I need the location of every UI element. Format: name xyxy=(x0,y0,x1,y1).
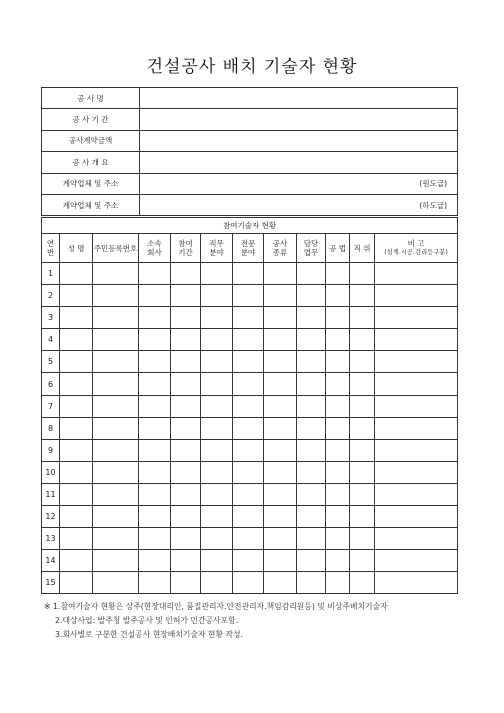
table-cell[interactable] xyxy=(93,351,139,373)
table-cell[interactable] xyxy=(233,263,264,285)
table-cell[interactable] xyxy=(233,572,264,594)
table-cell[interactable] xyxy=(93,461,139,483)
project-info-table xyxy=(41,87,458,216)
row-number: 13 xyxy=(42,528,60,550)
table-row xyxy=(42,483,458,505)
table-cell[interactable] xyxy=(264,483,297,505)
notes xyxy=(44,600,484,642)
table-cell[interactable] xyxy=(375,263,458,285)
table-cell[interactable] xyxy=(297,417,326,439)
table-cell[interactable] xyxy=(233,373,264,395)
table-cell[interactable] xyxy=(264,285,297,307)
project-row xyxy=(42,130,458,151)
table-cell[interactable] xyxy=(60,285,93,307)
table-cell[interactable] xyxy=(139,307,171,329)
table-cell[interactable] xyxy=(297,550,326,572)
table-cell[interactable] xyxy=(60,461,93,483)
table-cell[interactable] xyxy=(60,373,93,395)
table-cell[interactable] xyxy=(171,351,201,373)
table-cell[interactable] xyxy=(201,307,233,329)
column-header-line2: 회사 xyxy=(147,248,162,257)
column-header-line2: 분야 xyxy=(209,248,224,257)
column-header xyxy=(326,234,350,263)
table-cell[interactable] xyxy=(264,373,297,395)
project-row-value[interactable] xyxy=(140,130,458,151)
table-cell[interactable] xyxy=(350,572,375,594)
column-header-line1: 전문 xyxy=(240,239,256,248)
table-cell[interactable] xyxy=(201,263,233,285)
table-row xyxy=(42,439,458,461)
table-cell[interactable] xyxy=(264,263,297,285)
project-row xyxy=(42,173,458,194)
column-header xyxy=(375,234,458,263)
column-header-line2: 분야 xyxy=(240,248,256,257)
table-cell[interactable] xyxy=(350,307,375,329)
column-header xyxy=(171,234,201,263)
table-cell[interactable] xyxy=(375,373,458,395)
table-cell[interactable] xyxy=(93,483,139,505)
project-row-value[interactable] xyxy=(140,152,458,173)
table-cell[interactable] xyxy=(375,461,458,483)
table-cell[interactable] xyxy=(171,439,201,461)
table-cell[interactable] xyxy=(326,439,350,461)
column-header-line2: 번 xyxy=(46,248,55,257)
table-cell[interactable] xyxy=(171,395,201,417)
table-cell[interactable] xyxy=(375,483,458,505)
table-cell[interactable] xyxy=(201,439,233,461)
table-cell[interactable] xyxy=(375,528,458,550)
note-2: 2.대상사업: 발주청 발주공사 및 인허가 민간공사포함. xyxy=(55,616,239,625)
table-cell[interactable] xyxy=(264,461,297,483)
row-number: 3 xyxy=(42,307,60,329)
table-cell[interactable] xyxy=(297,572,326,594)
row-number: 6 xyxy=(42,373,60,395)
column-header-line2: 업무 xyxy=(303,248,319,257)
table-cell[interactable] xyxy=(326,263,350,285)
table-cell[interactable] xyxy=(139,461,171,483)
table-cell[interactable] xyxy=(297,307,326,329)
table-cell[interactable] xyxy=(350,483,375,505)
column-header-line1: 공 법 xyxy=(329,243,346,253)
column-header-line2: 기간 xyxy=(178,248,193,257)
table-cell[interactable] xyxy=(93,307,139,329)
table-cell[interactable] xyxy=(93,572,139,594)
table-cell[interactable] xyxy=(171,483,201,505)
table-cell[interactable] xyxy=(326,373,350,395)
table-cell[interactable] xyxy=(233,417,264,439)
table-cell[interactable] xyxy=(297,395,326,417)
column-header xyxy=(93,234,139,263)
column-header xyxy=(233,234,264,263)
row-number: 9 xyxy=(42,439,60,461)
row-number: 12 xyxy=(42,506,60,528)
column-header-line1: 성 명 xyxy=(67,243,85,253)
table-row xyxy=(42,417,458,439)
table-cell[interactable] xyxy=(233,439,264,461)
table-cell[interactable] xyxy=(201,528,233,550)
table-cell[interactable] xyxy=(375,572,458,594)
table-cell[interactable] xyxy=(233,329,264,351)
column-header-line1: 참여 xyxy=(178,239,193,248)
table-cell[interactable] xyxy=(297,263,326,285)
table-cell[interactable] xyxy=(297,439,326,461)
table-cell[interactable] xyxy=(201,550,233,572)
table-cell[interactable] xyxy=(93,263,139,285)
row-number: 11 xyxy=(42,483,60,505)
table-cell[interactable] xyxy=(171,572,201,594)
table-cell[interactable] xyxy=(264,351,297,373)
row-number: 1 xyxy=(42,263,60,285)
table-cell[interactable] xyxy=(350,329,375,351)
table-cell[interactable] xyxy=(326,351,350,373)
table-cell[interactable] xyxy=(93,506,139,528)
table-cell[interactable] xyxy=(264,439,297,461)
table-cell[interactable] xyxy=(350,351,375,373)
table-cell[interactable] xyxy=(233,285,264,307)
table-cell[interactable] xyxy=(264,417,297,439)
column-header-line1: 비 고 xyxy=(407,239,425,248)
table-cell[interactable] xyxy=(375,307,458,329)
note-1: ※ 1.참여기술자 현황은 상주(현장대리인, 품질관리자.안전관리자.책임감리원등) 및 비상주배치기술자 xyxy=(44,602,388,611)
project-row-label: 공 사 개 요 xyxy=(42,152,140,173)
table-cell[interactable] xyxy=(201,506,233,528)
column-header-line1: 공사 xyxy=(272,239,288,248)
table-cell[interactable] xyxy=(60,351,93,373)
table-cell[interactable] xyxy=(93,528,139,550)
table-row xyxy=(42,461,458,483)
table-cell[interactable] xyxy=(326,285,350,307)
project-row xyxy=(42,88,458,109)
project-row-value[interactable] xyxy=(140,88,458,109)
table-cell[interactable] xyxy=(60,307,93,329)
table-cell[interactable] xyxy=(60,263,93,285)
table-cell[interactable] xyxy=(171,461,201,483)
row-number: 5 xyxy=(42,351,60,373)
table-cell[interactable] xyxy=(326,417,350,439)
table-row xyxy=(42,373,458,395)
project-row-value[interactable]: (원도급) xyxy=(140,173,458,194)
table-cell[interactable] xyxy=(375,351,458,373)
column-header-line1: 직 위 xyxy=(353,243,371,253)
row-number: 2 xyxy=(42,285,60,307)
table-cell[interactable] xyxy=(350,373,375,395)
table-cell[interactable] xyxy=(60,395,93,417)
table-cell[interactable] xyxy=(60,528,93,550)
table-cell[interactable] xyxy=(264,395,297,417)
table-cell[interactable] xyxy=(201,395,233,417)
table-cell[interactable] xyxy=(264,550,297,572)
column-header-line1: 직무 xyxy=(209,239,224,248)
column-header-line1: 소속 xyxy=(147,239,162,248)
table-cell[interactable] xyxy=(297,483,326,505)
table-cell[interactable] xyxy=(201,285,233,307)
table-cell[interactable] xyxy=(139,395,171,417)
table-cell[interactable] xyxy=(201,483,233,505)
table-cell[interactable] xyxy=(201,572,233,594)
table-cell[interactable] xyxy=(297,285,326,307)
table-cell[interactable] xyxy=(139,351,171,373)
table-cell[interactable] xyxy=(297,373,326,395)
table-row xyxy=(42,307,458,329)
table-cell[interactable] xyxy=(139,550,171,572)
column-header xyxy=(201,234,233,263)
project-row xyxy=(42,152,458,173)
table-cell[interactable] xyxy=(326,506,350,528)
table-cell[interactable] xyxy=(171,528,201,550)
table-row xyxy=(42,528,458,550)
column-header xyxy=(139,234,171,263)
table-row xyxy=(42,285,458,307)
table-row xyxy=(42,351,458,373)
technician-table-title: 참여기술자 현황 xyxy=(42,218,458,234)
table-cell[interactable] xyxy=(60,506,93,528)
table-cell[interactable] xyxy=(139,506,171,528)
table-cell[interactable] xyxy=(233,351,264,373)
column-header-line2: (설계.시공.감리등구분) xyxy=(384,249,448,256)
table-cell[interactable] xyxy=(139,483,171,505)
table-cell[interactable] xyxy=(139,417,171,439)
table-cell[interactable] xyxy=(60,439,93,461)
table-cell[interactable] xyxy=(60,417,93,439)
table-cell[interactable] xyxy=(326,528,350,550)
table-cell[interactable] xyxy=(60,572,93,594)
table-cell[interactable] xyxy=(326,483,350,505)
table-cell[interactable] xyxy=(201,351,233,373)
table-row xyxy=(42,572,458,594)
table-row xyxy=(42,550,458,572)
column-header xyxy=(42,234,60,263)
table-cell[interactable] xyxy=(350,506,375,528)
project-row-label: 공 사 명 xyxy=(42,88,140,109)
table-cell[interactable] xyxy=(201,417,233,439)
table-cell[interactable] xyxy=(326,550,350,572)
row-number: 8 xyxy=(42,417,60,439)
table-cell[interactable] xyxy=(93,550,139,572)
table-cell[interactable] xyxy=(93,285,139,307)
table-cell[interactable] xyxy=(93,373,139,395)
table-cell[interactable] xyxy=(350,395,375,417)
table-row xyxy=(42,506,458,528)
table-cell[interactable] xyxy=(350,550,375,572)
column-header xyxy=(297,234,326,263)
table-cell[interactable] xyxy=(350,439,375,461)
table-cell[interactable] xyxy=(375,417,458,439)
column-header-line1: 연 xyxy=(46,239,55,248)
table-cell[interactable] xyxy=(60,329,93,351)
table-cell[interactable] xyxy=(171,307,201,329)
table-cell[interactable] xyxy=(233,528,264,550)
project-row-label: 계약업체 및 주소 xyxy=(42,194,140,215)
table-cell[interactable] xyxy=(139,528,171,550)
table-cell[interactable] xyxy=(201,373,233,395)
table-cell[interactable] xyxy=(264,528,297,550)
project-row-value[interactable]: (하도급) xyxy=(140,194,458,215)
project-row-label: 공사계약금액 xyxy=(42,130,140,151)
table-cell[interactable] xyxy=(375,550,458,572)
column-header-line2: 종류 xyxy=(272,248,288,257)
table-cell[interactable] xyxy=(139,285,171,307)
table-cell[interactable] xyxy=(171,417,201,439)
table-row xyxy=(42,395,458,417)
table-cell[interactable] xyxy=(264,506,297,528)
table-cell[interactable] xyxy=(350,417,375,439)
row-number: 14 xyxy=(42,550,60,572)
table-cell[interactable] xyxy=(60,550,93,572)
table-cell[interactable] xyxy=(375,329,458,351)
table-cell[interactable] xyxy=(297,351,326,373)
project-row-label: 공 사 기 간 xyxy=(42,109,140,130)
note-3: 3.회사별로 구분한 건설공사 현장배치기술자 현황 작성. xyxy=(55,630,244,639)
project-row-value[interactable] xyxy=(140,109,458,130)
table-cell[interactable] xyxy=(350,285,375,307)
table-cell[interactable] xyxy=(139,373,171,395)
column-header-line1: 담당 xyxy=(303,239,319,248)
table-cell[interactable] xyxy=(326,329,350,351)
table-cell[interactable] xyxy=(139,329,171,351)
row-number: 10 xyxy=(42,461,60,483)
column-header xyxy=(264,234,297,263)
row-number: 7 xyxy=(42,395,60,417)
table-cell[interactable] xyxy=(171,373,201,395)
table-cell[interactable] xyxy=(171,263,201,285)
table-cell[interactable] xyxy=(171,550,201,572)
table-cell[interactable] xyxy=(201,461,233,483)
table-cell[interactable] xyxy=(93,329,139,351)
table-cell[interactable] xyxy=(297,329,326,351)
column-header xyxy=(350,234,375,263)
table-cell[interactable] xyxy=(233,550,264,572)
project-row-label: 계약업체 및 주소 xyxy=(42,173,140,194)
table-cell[interactable] xyxy=(233,461,264,483)
table-cell[interactable] xyxy=(233,483,264,505)
table-cell[interactable] xyxy=(93,439,139,461)
table-cell[interactable] xyxy=(375,395,458,417)
table-cell[interactable] xyxy=(350,263,375,285)
table-cell[interactable] xyxy=(139,572,171,594)
table-cell[interactable] xyxy=(139,263,171,285)
table-cell[interactable] xyxy=(350,528,375,550)
technician-table xyxy=(41,217,458,594)
row-number: 4 xyxy=(42,329,60,351)
table-row xyxy=(42,263,458,285)
document-title: 건설공사 배치 기술자 현황 xyxy=(146,57,358,77)
column-header-line1: 주민등록번호 xyxy=(93,243,138,253)
table-cell[interactable] xyxy=(297,461,326,483)
table-cell[interactable] xyxy=(139,439,171,461)
table-cell[interactable] xyxy=(60,483,93,505)
table-cell[interactable] xyxy=(264,329,297,351)
column-header xyxy=(60,234,93,263)
table-cell[interactable] xyxy=(201,329,233,351)
table-cell[interactable] xyxy=(375,285,458,307)
project-row xyxy=(42,109,458,130)
project-row xyxy=(42,194,458,215)
table-cell[interactable] xyxy=(375,439,458,461)
table-cell[interactable] xyxy=(93,417,139,439)
row-number: 15 xyxy=(42,572,60,594)
table-cell[interactable] xyxy=(264,307,297,329)
table-cell[interactable] xyxy=(297,506,326,528)
table-cell[interactable] xyxy=(171,506,201,528)
table-cell[interactable] xyxy=(297,528,326,550)
table-cell[interactable] xyxy=(233,307,264,329)
table-cell[interactable] xyxy=(326,572,350,594)
table-cell[interactable] xyxy=(233,506,264,528)
table-cell[interactable] xyxy=(350,461,375,483)
table-cell[interactable] xyxy=(375,506,458,528)
table-cell[interactable] xyxy=(171,329,201,351)
table-cell[interactable] xyxy=(326,461,350,483)
table-cell[interactable] xyxy=(171,285,201,307)
table-row xyxy=(42,329,458,351)
table-cell[interactable] xyxy=(93,395,139,417)
table-cell[interactable] xyxy=(326,307,350,329)
table-cell[interactable] xyxy=(233,395,264,417)
table-cell[interactable] xyxy=(264,572,297,594)
table-cell[interactable] xyxy=(326,395,350,417)
